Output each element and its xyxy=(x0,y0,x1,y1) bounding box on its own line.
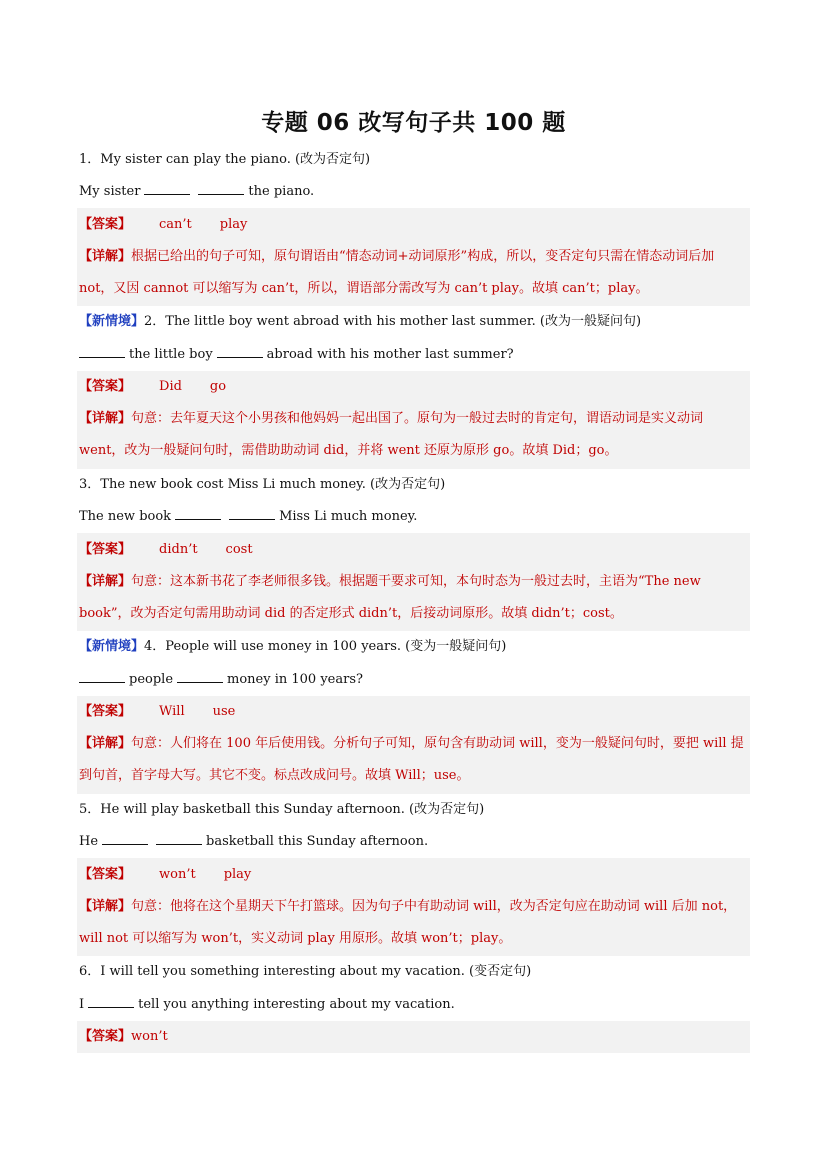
fill-line-5 xyxy=(79,832,749,852)
blank xyxy=(217,345,263,358)
question-text: The new book cost Miss Li much money. (改为否定句) xyxy=(100,477,446,492)
fill-line-1 xyxy=(79,182,749,202)
answer-value: use xyxy=(212,704,236,719)
answer-2 xyxy=(79,377,749,397)
question-text: I will tell you something interesting about my vacation. (变否定句) xyxy=(100,964,532,979)
question-4 xyxy=(79,637,749,657)
fill-line-2 xyxy=(79,345,749,365)
blank xyxy=(79,670,125,683)
question-number: 3． xyxy=(79,477,101,492)
question-number: 1． xyxy=(79,152,101,167)
fill-line-3 xyxy=(79,507,749,527)
detail-4 xyxy=(79,728,747,792)
answer-label: 【答案】 xyxy=(79,1029,132,1044)
answer-value: won’t xyxy=(159,867,196,882)
answer-label: 【答案】 xyxy=(79,542,132,557)
question-text: People will use money in 100 years. (变为一般疑问句) xyxy=(165,639,507,654)
blank xyxy=(229,507,275,520)
detail-5 xyxy=(79,891,747,955)
fill-text: tell you anything interesting about my vacation. xyxy=(138,997,455,1012)
question-5 xyxy=(79,800,749,820)
detail-1 xyxy=(79,241,747,305)
fill-text: Miss Li much money. xyxy=(279,509,418,524)
question-1 xyxy=(79,150,749,170)
answer-3 xyxy=(79,540,749,560)
detail-text: 句意：他将在这个星期天下午打篮球。因为句子中有助动词 will，改为否定句应在助动词 will 后加 not，will not 可以缩写为 won’t，实义动词 play 用原形。故填 won’t；play。 xyxy=(79,899,737,946)
fill-line-4 xyxy=(79,670,749,690)
answer-value: won’t xyxy=(131,1029,168,1044)
fill-text: My sister xyxy=(79,184,141,199)
answer-4 xyxy=(79,702,749,722)
question-number: 2． xyxy=(144,314,166,329)
page-title: 专题 06 改写句子共 100 题 xyxy=(261,110,566,136)
detail-label: 【详解】 xyxy=(79,736,132,751)
blank xyxy=(177,670,223,683)
answer-value: play xyxy=(219,217,248,232)
fill-text: basketball this Sunday afternoon. xyxy=(206,834,429,849)
detail-2 xyxy=(79,403,747,467)
fill-text: He xyxy=(79,834,99,849)
answer-value: Did xyxy=(159,379,182,394)
detail-label: 【详解】 xyxy=(79,899,132,914)
fill-text: abroad with his mother last summer? xyxy=(266,347,514,362)
detail-text: 句意：这本新书花了李老师很多钱。根据题干要求可知，本句时态为一般过去时，主语为“The new book”，改为否定句需用助动词 did 的否定形式 didn’t，后接动词原形。故填 didn’t；cost。 xyxy=(79,574,701,621)
fill-text: I xyxy=(79,997,85,1012)
detail-text: 根据已给出的句子可知，原句谓语由“情态动词+动词原形”构成，所以，变否定句只需在情态动词后加 not，又因 cannot 可以缩写为 can’t，所以，谓语部分需改写为 can’t play。故填 can’t；play。 xyxy=(79,249,715,296)
new-context-label: 【新情境】 xyxy=(79,639,145,654)
detail-text: 句意：去年夏天这个小男孩和他妈妈一起出国了。原句为一般过去时的肯定句，谓语动词是实义动词 went，改为一般疑问句时，需借助助动词 did，并将 went 还原为原形 go。故填 Did；go。 xyxy=(79,411,704,458)
question-2 xyxy=(79,312,749,332)
question-number: 6． xyxy=(79,964,101,979)
blank xyxy=(79,345,125,358)
answer-1 xyxy=(79,215,749,235)
detail-3 xyxy=(79,566,747,630)
blank xyxy=(88,995,134,1008)
new-context-label: 【新情境】 xyxy=(79,314,145,329)
question-text: The little boy went abroad with his mother last summer. (改为一般疑问句) xyxy=(165,314,642,329)
answer-label: 【答案】 xyxy=(79,217,132,232)
fill-text: the piano. xyxy=(248,184,315,199)
blank xyxy=(144,182,190,195)
answer-value: can’t xyxy=(159,217,192,232)
fill-text: people xyxy=(129,672,174,687)
question-3 xyxy=(79,475,749,495)
answer-5 xyxy=(79,865,749,885)
answer-value: cost xyxy=(225,542,253,557)
blank xyxy=(156,832,202,845)
question-number: 4． xyxy=(144,639,166,654)
detail-label: 【详解】 xyxy=(79,249,132,264)
question-text: My sister can play the piano. (改为否定句) xyxy=(100,152,371,167)
fill-line-6 xyxy=(79,995,749,1015)
blank xyxy=(102,832,148,845)
fill-text: the little boy xyxy=(129,347,213,362)
answer-value: play xyxy=(223,867,252,882)
answer-value: Will xyxy=(159,704,185,719)
fill-text: money in 100 years? xyxy=(227,672,363,687)
question-6 xyxy=(79,962,749,982)
answer-6 xyxy=(79,1027,749,1047)
answer-label: 【答案】 xyxy=(79,867,132,882)
blank xyxy=(175,507,221,520)
question-text: He will play basketball this Sunday afternoon. (改为否定句) xyxy=(100,802,485,817)
answer-label: 【答案】 xyxy=(79,379,132,394)
detail-label: 【详解】 xyxy=(79,574,132,589)
detail-label: 【详解】 xyxy=(79,411,132,426)
answer-label: 【答案】 xyxy=(79,704,132,719)
answer-value: go xyxy=(209,379,227,394)
blank xyxy=(198,182,244,195)
fill-text: The new book xyxy=(79,509,172,524)
detail-text: 句意：人们将在 100 年后使用钱。分析句子可知，原句含有助动词 will，变为一般疑问句时，要把 will 提到句首，首字母大写。其它不变。标点改成问号。故填 Will；use。 xyxy=(79,736,744,783)
question-number: 5． xyxy=(79,802,101,817)
answer-value: didn’t xyxy=(159,542,198,557)
